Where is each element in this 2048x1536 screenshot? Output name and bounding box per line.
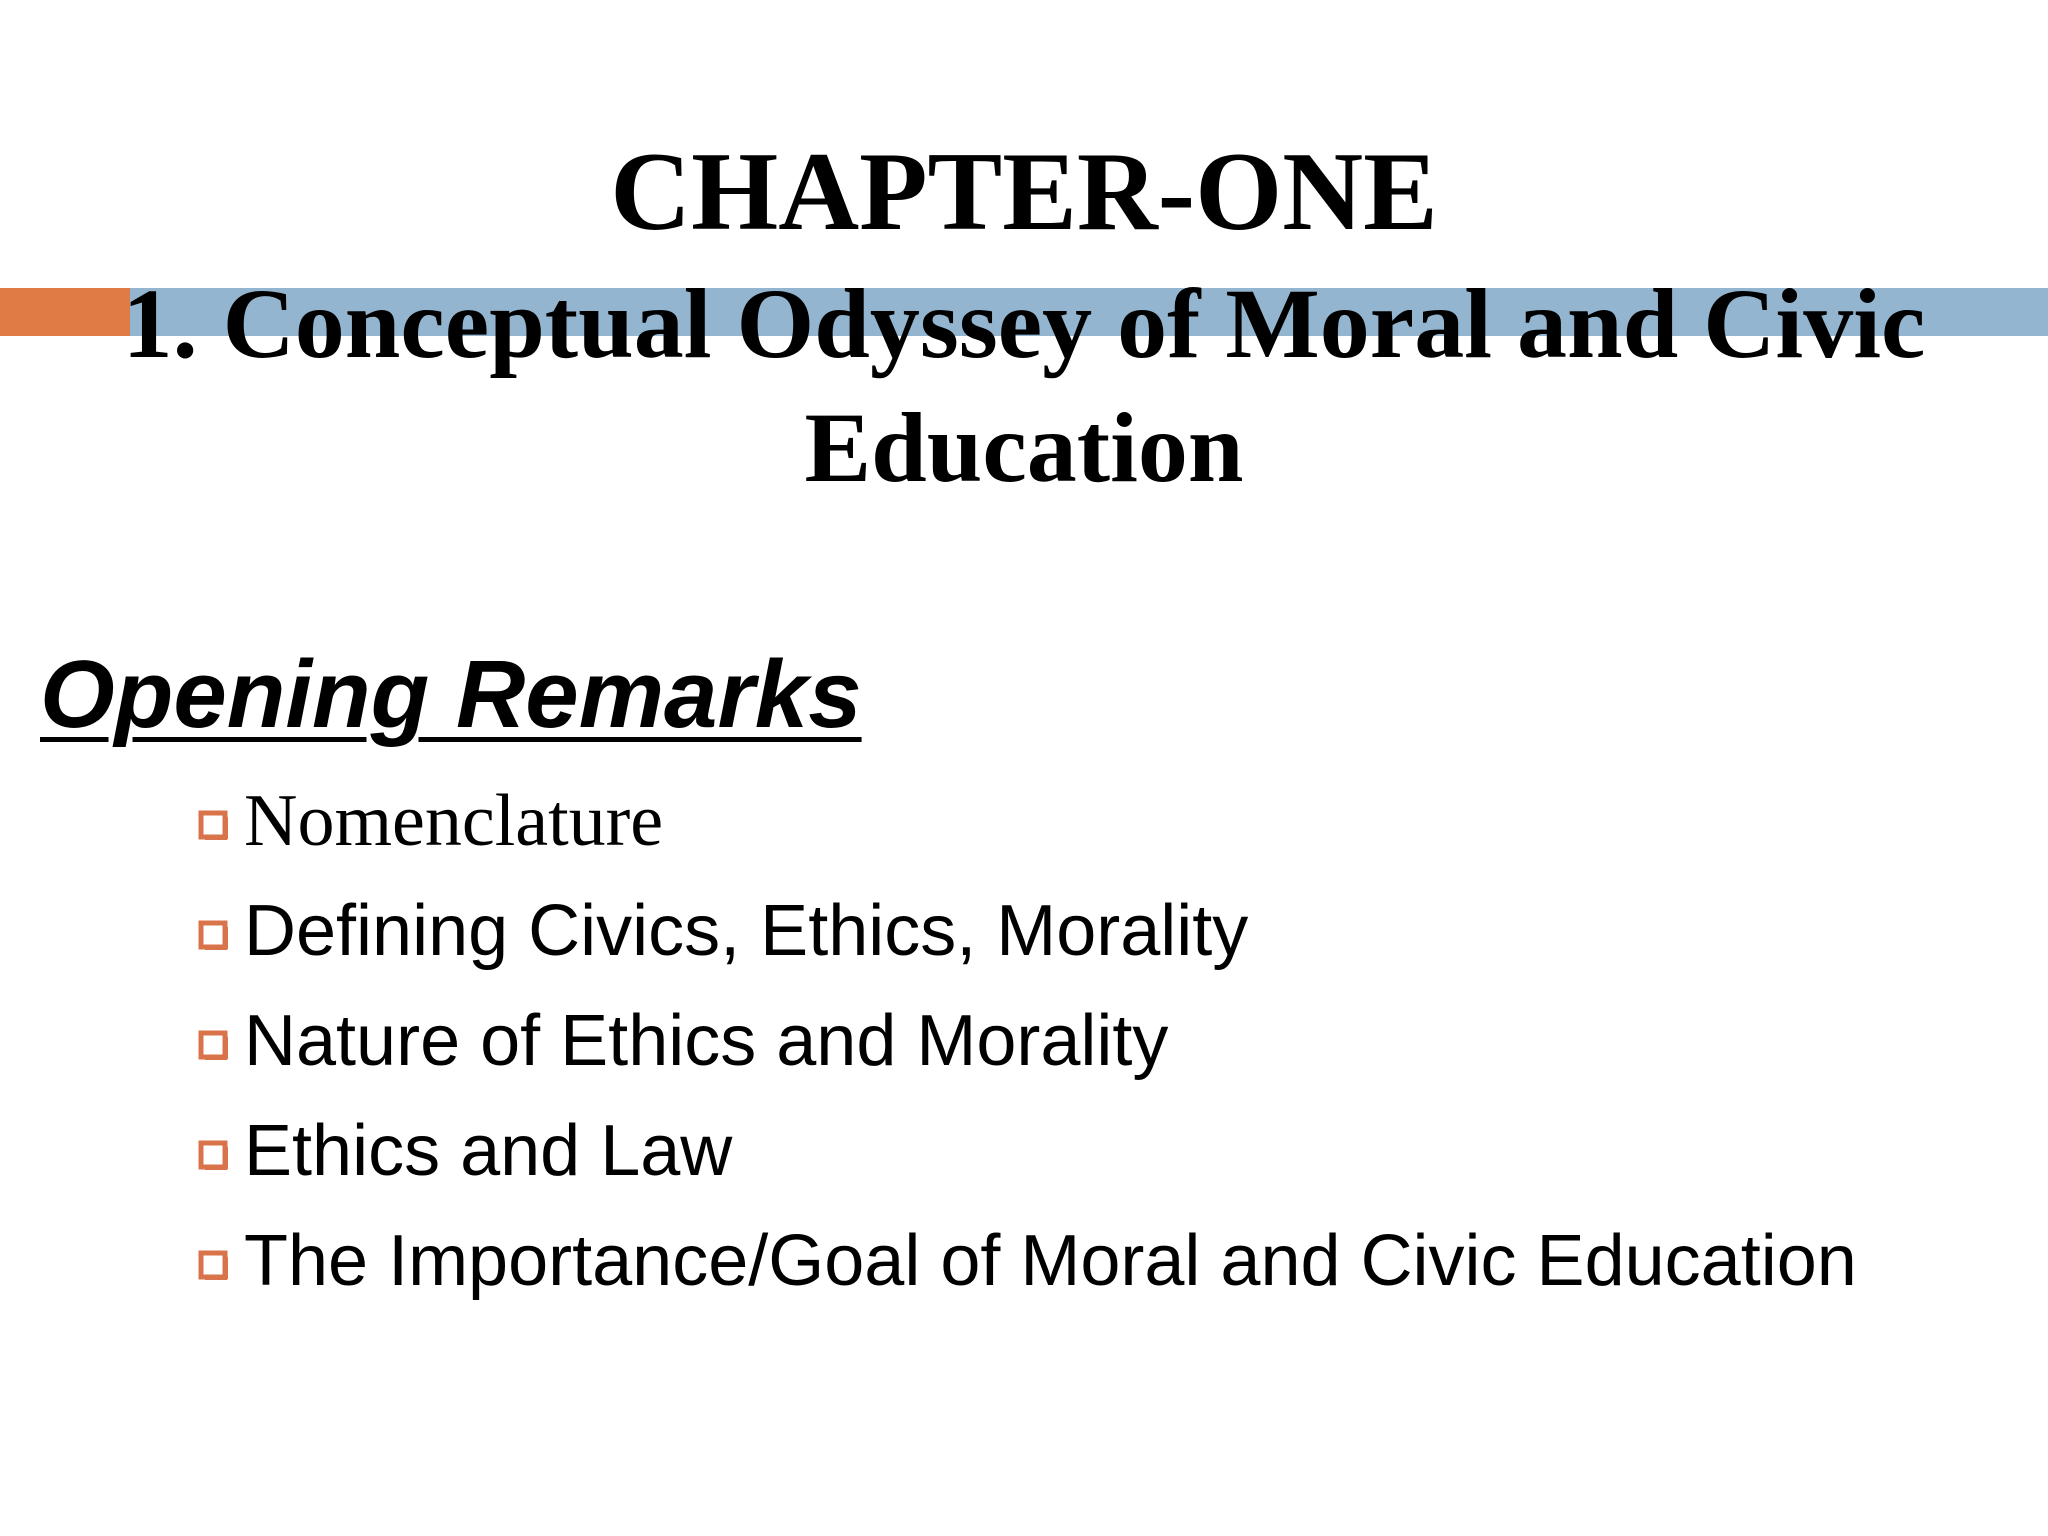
list-item-label: Defining Civics, Ethics, Morality — [244, 891, 1249, 971]
list-item — [196, 1212, 1976, 1310]
list-item — [196, 882, 1976, 980]
list-item-label: Nomenclature — [244, 780, 664, 862]
slide-title-line-1: 1. Conceptual Odyssey of Moral and Civic — [122, 268, 1926, 379]
list-item — [196, 992, 1976, 1090]
section-heading: Opening Remarks — [40, 641, 862, 748]
list-item-label: Nature of Ethics and Morality — [244, 1001, 1169, 1081]
hollow-square-bullet-icon — [198, 810, 228, 840]
hollow-square-bullet-icon — [198, 1140, 228, 1170]
hollow-square-bullet-icon — [198, 920, 228, 950]
list-item-label: The Importance/Goal of Moral and Civic Education — [244, 1221, 1857, 1301]
hollow-square-bullet-icon — [198, 1250, 228, 1280]
list-item — [196, 772, 1976, 870]
chapter-title: CHAPTER-ONE — [610, 130, 1438, 254]
list-item — [196, 1102, 1976, 1200]
slide-title-line-2: Education — [804, 392, 1244, 503]
list-item-label: Ethics and Law — [244, 1111, 733, 1191]
topic-list — [196, 772, 1976, 1322]
hollow-square-bullet-icon — [198, 1030, 228, 1060]
slide-title — [0, 262, 2048, 510]
